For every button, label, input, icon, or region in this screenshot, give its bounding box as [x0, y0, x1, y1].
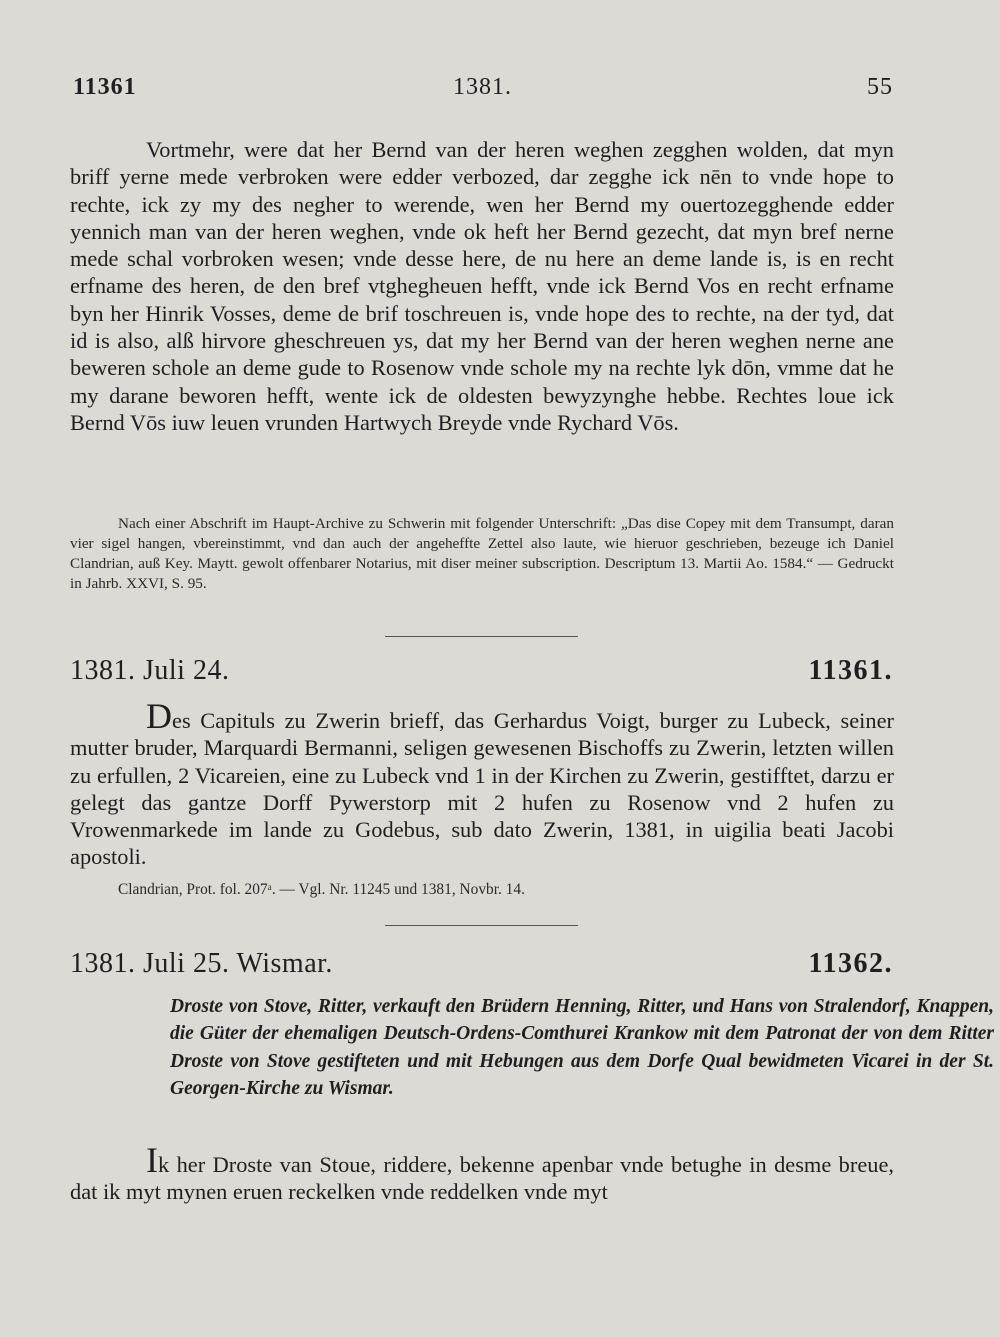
source-note — [70, 514, 894, 594]
entry-regest: Droste von Stove, Ritter, verkauft den Brüdern Henning, Ritter, und Hans von Stralendorf, Knappen, die Güter der ehemaligen Deutsch-Ordens-Comthurei Krankow mit dem Patronat der von dem Ritter Droste von Stove gestifteten und mit Hebungen aus dem Dorfe Qual bewidmeten Vicarei in der St. Georgen-Kirche zu Wismar. — [170, 996, 994, 1100]
entry-heading-11361 — [70, 655, 893, 693]
continuation-text-block — [70, 136, 894, 436]
header-page-number: 55 — [867, 74, 893, 100]
entry-body: es Capituls zu Zwerin brieff, das Gerhardus Voigt, burger zu Lubeck, seiner mutter bruder, Marquardi Bermanni, seligen gewesenen Bischoffs zu Zwerin, letzten willen zu erfullen, 2 Vicareien, eine zu Lubeck vnd 1 in der Kirchen zu Zwerin, gestifftet, darzu er gelegt das gantze Dorff Pywerstorp mit 2 hufen zu Rosenow vnd 2 hufen zu Vrowenmarkede im lande zu Godebus, sub dato Zwerin, 1381, in uigilia beati Jacobi apostoli. — [70, 708, 894, 870]
header-entry-number: 11361 — [73, 74, 137, 100]
entry-text-11361 — [70, 696, 894, 871]
source-note-text: Nach einer Abschrift im Haupt-Archive zu Schwerin mit folgender Unterschrift: „Das dise Copey mit dem Transumpt, daran vier sigel hangen, vbereinstimmt, vnd dan auch der angeheffte Zettel also laute, wie hieruor geschrieben, bezeuge ich Daniel Clandrian, auß Key. Maytt. gewolt offenbarer Notarius, mit diser meiner subscription. Descriptum 13. Martii Ao. 1584.“ — Gedruckt in Jahrb. XXVI, S. 95. — [70, 515, 894, 592]
entry-heading-11362 — [70, 948, 893, 986]
page-header — [73, 74, 893, 108]
entry-citation: Clandrian, Prot. fol. 207ᵃ. — Vgl. Nr. 11245 und 1381, Novbr. 14. — [118, 881, 525, 898]
entry-text-11362 — [70, 1140, 894, 1206]
section-divider — [385, 636, 578, 637]
entry-paragraph — [70, 696, 894, 871]
initial-letter: D — [146, 696, 172, 736]
entry-date: 1381. Juli 24. — [70, 655, 230, 686]
entry-number: 11361. — [808, 655, 893, 686]
entry-body: k her Droste van Stoue, riddere, bekenne apenbar vnde betughe in desme breue, dat ik myt mynen eruen reckelken vnde reddelken vnde myt — [70, 1152, 894, 1205]
continuation-paragraph: Vortmehr, were dat her Bernd van der heren weghen zegghen wolden, dat myn briff yerne mede verbroken were edder verbozed, dar zegghe ick nēn to vnde hope to rechte, ick zy my des negher to werende, wen her Bernd my ouertozegghende edder yennich man van der heren weghen, vnde ok heft her Bernd gezecht, dat myn bref nerne mede schal vorbroken wesen; vnde desse here, de nu here an deme lande is, is en recht erfname des heren, de den bref vtghegheuen hefft, vnde ick Bernd Vos en recht erfname byn her Hinrik Vosses, deme de brif toschreuen is, vnde hope des to rechte, na der tyd, dat id is also, alß hirvore gheschreuen ys, dat my her Bernd van der heren weghen nerne ane beweren schole an deme gude to Rosenow vnde schole my na rechte lyk dōn, vmme dat he my darane beworen hefft, wente ick de oldesten bewyzynghe hebbe. Rechtes loue ick Bernd Vōs iuw leuen vrunden Hartwych Breyde vnde Rychard Vōs. — [70, 137, 894, 435]
entry-paragraph — [70, 1140, 894, 1206]
initial-letter: I — [146, 1140, 158, 1180]
header-year: 1381. — [453, 74, 512, 100]
entry-number: 11362. — [808, 948, 893, 979]
entry-date: 1381. Juli 25. Wismar. — [70, 948, 333, 979]
section-divider — [385, 925, 578, 926]
